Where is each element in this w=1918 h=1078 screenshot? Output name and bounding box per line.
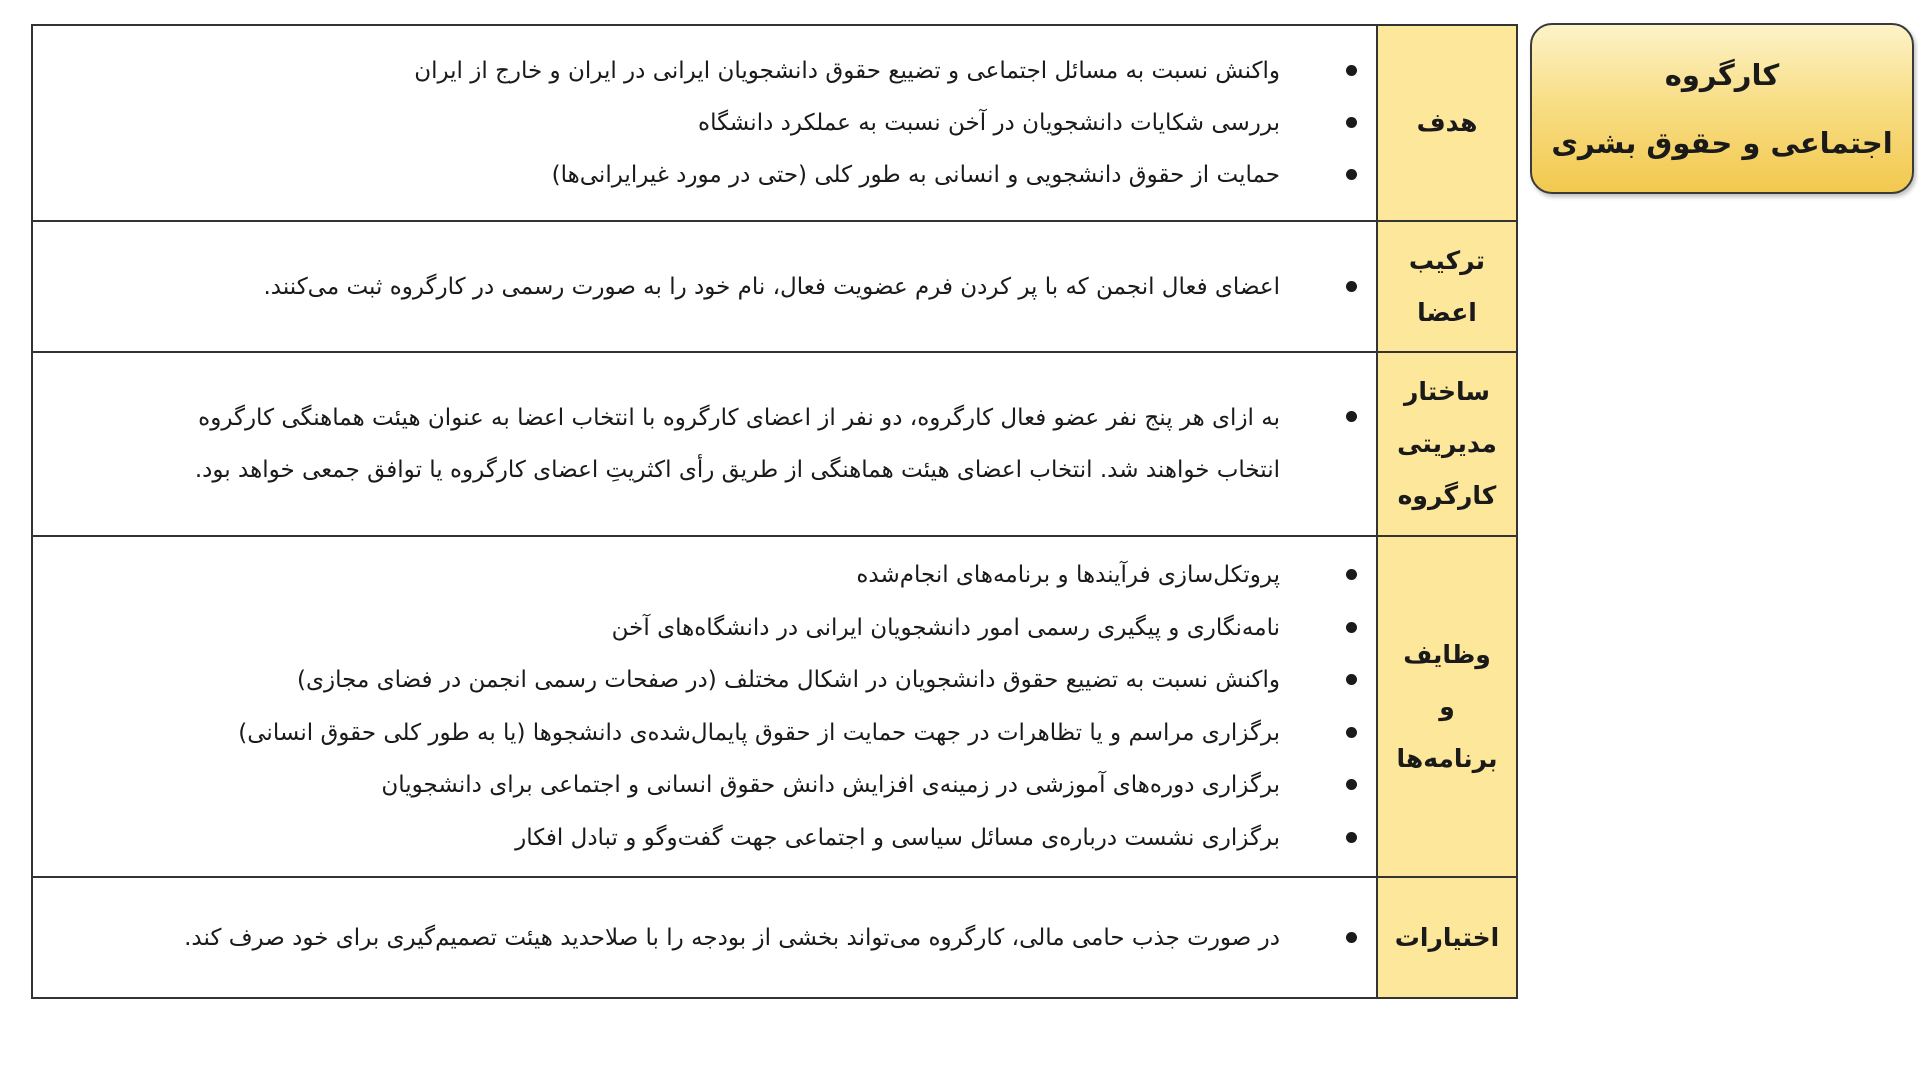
row-label-text: اعضا bbox=[1417, 297, 1477, 327]
bullet-item bbox=[51, 392, 1280, 496]
row-label-text: ترکیب bbox=[1408, 245, 1486, 275]
bullet-item bbox=[51, 759, 1280, 812]
bullet-item bbox=[51, 812, 1280, 865]
bullet-text: حمایت از حقوق دانشجویی و انسانی به طور کلی (حتی در مورد غیرایرانی‌ها) bbox=[551, 162, 1280, 188]
bullet-text: واکنش نسبت به مسائل اجتماعی و تضییع حقوق دانشجویان ایرانی در ایران و خارج از ایران bbox=[414, 58, 1280, 84]
bullet-item bbox=[51, 707, 1280, 760]
row-content bbox=[33, 878, 1376, 997]
bullet-text: به ازای هر پنج نفر عضو فعال کارگروه، دو نفر از اعضای کارگروه با انتخاب اعضا به عنوان هیئت هماهنگی کارگروه bbox=[198, 405, 1280, 431]
table-row bbox=[33, 537, 1516, 878]
table-row bbox=[33, 353, 1516, 537]
row-label-text: و bbox=[1439, 691, 1455, 721]
workgroup-title-line-2: اجتماعی و حقوق بشری bbox=[1551, 125, 1893, 160]
row-content bbox=[33, 222, 1376, 351]
table-row bbox=[33, 26, 1516, 222]
bullet-item bbox=[51, 149, 1280, 201]
bullet-item bbox=[51, 602, 1280, 655]
row-label-text: اختیارات bbox=[1394, 922, 1500, 952]
row-label-text: وظایف bbox=[1403, 639, 1491, 669]
table-row bbox=[33, 222, 1516, 353]
row-label-text: برنامه‌ها bbox=[1396, 743, 1498, 773]
bullet-text: نامه‌نگاری و پیگیری رسمی امور دانشجویان ایرانی در دانشگاه‌های آخن bbox=[611, 614, 1280, 641]
row-label bbox=[1376, 353, 1516, 535]
workgroup-title-box bbox=[1530, 23, 1914, 194]
row-content bbox=[33, 353, 1376, 535]
bullet-item bbox=[51, 912, 1280, 964]
bullet-text: واکنش نسبت به تضییع حقوق دانشجویان در اشکال مختلف (در صفحات رسمی انجمن در فضای مجازی) bbox=[297, 667, 1280, 693]
row-content bbox=[33, 537, 1376, 876]
bullet-item bbox=[51, 45, 1280, 97]
bullet-text: برگزاری مراسم و یا تظاهرات در جهت حمایت از حقوق پایمال‌شده‌ی دانشجوها (یا به طور کلی حقوق انسانی) bbox=[238, 719, 1280, 746]
workgroup-title-line-1: کارگروه bbox=[1664, 57, 1780, 92]
bullet-text: اعضای فعال انجمن که با پر کردن فرم عضویت فعال، نام خود را به صورت رسمی در کارگروه ثبت می‌کنند. bbox=[263, 273, 1280, 300]
row-label-text: هدف bbox=[1416, 108, 1478, 137]
bullet-item bbox=[51, 261, 1280, 313]
bullet-text: پروتکل‌سازی فرآیندها و برنامه‌های انجام‌شده bbox=[856, 562, 1280, 588]
bullet-text: بررسی شکایات دانشجویان در آخن نسبت به عملکرد دانشگاه bbox=[698, 110, 1280, 136]
row-label bbox=[1376, 26, 1516, 220]
row-label-text: ساختار bbox=[1404, 377, 1490, 406]
bullet-item bbox=[51, 654, 1280, 707]
bullet-item bbox=[51, 97, 1280, 149]
row-label bbox=[1376, 537, 1516, 876]
row-label-text: کارگروه bbox=[1397, 481, 1497, 510]
row-label bbox=[1376, 878, 1516, 997]
row-content bbox=[33, 26, 1376, 220]
bullet-text: در صورت جذب حامی مالی، کارگروه می‌تواند بخشی از بودجه را با صلاحدید هیئت تصمیم‌گیری برای خود صرف کند. bbox=[184, 924, 1280, 951]
workgroup-table bbox=[31, 24, 1518, 999]
bullet-text: انتخاب خواهند شد. انتخاب اعضای هیئت هماهنگی از طریق رأی اکثریتِ اعضای کارگروه یا توافق جمعی خواهد بود. bbox=[194, 457, 1280, 483]
row-label bbox=[1376, 222, 1516, 351]
row-label-text: مدیریتی bbox=[1397, 429, 1497, 458]
bullet-text: برگزاری نشست درباره‌ی مسائل سیاسی و اجتماعی جهت گفت‌وگو و تبادل افکار bbox=[515, 824, 1280, 851]
table-row bbox=[33, 878, 1516, 997]
bullet-item bbox=[51, 549, 1280, 602]
bullet-text: برگزاری دوره‌های آموزشی در زمینه‌ی افزایش دانش حقوق انسانی و اجتماعی برای دانشجویان bbox=[381, 772, 1280, 798]
